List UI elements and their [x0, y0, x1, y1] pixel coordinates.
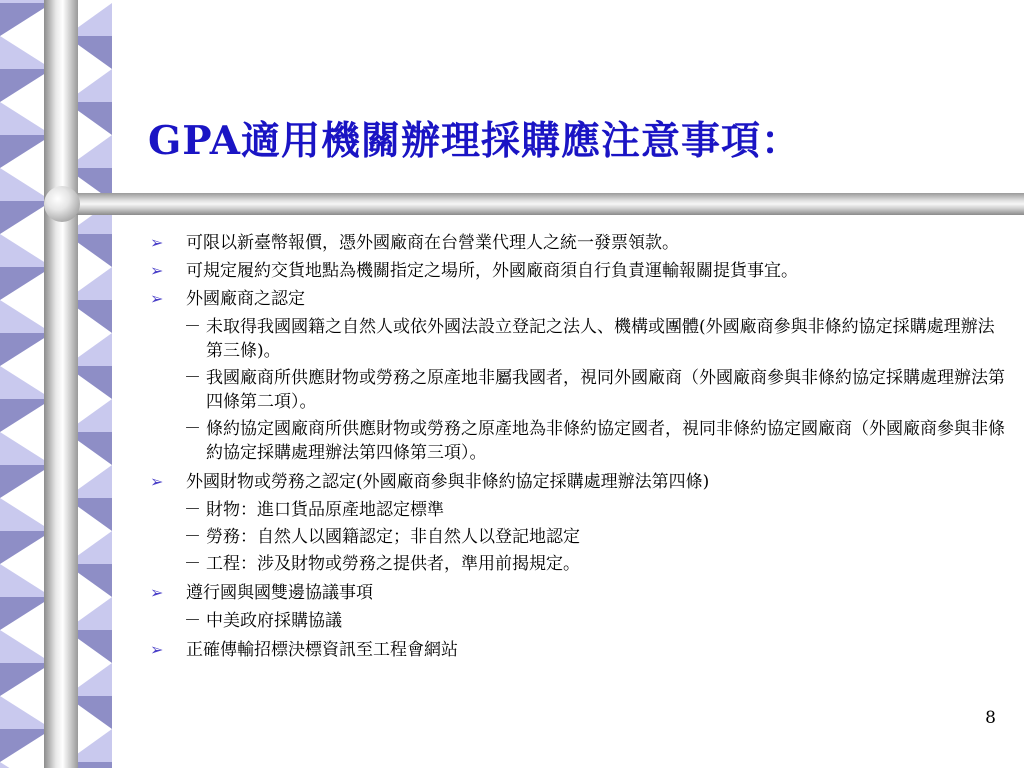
- sub-bullet-text: 工程：涉及財物或勞務之提供者，準用前揭規定。: [206, 554, 580, 574]
- left-decorative-band: [0, 0, 112, 768]
- bullet-item: [150, 257, 1010, 285]
- slide-title: GPA適用機關辦理採購應注意事項：: [148, 118, 802, 164]
- title-divider-bar: [60, 193, 1024, 215]
- page-number: 8: [985, 708, 996, 728]
- dash-marker: －: [184, 317, 201, 337]
- sub-bullet-text: 勞務：自然人以國籍認定；非自然人以登記地認定: [206, 527, 580, 547]
- sub-bullet-item: [150, 609, 1010, 633]
- dash-marker: －: [184, 500, 201, 520]
- bullet-text: 外國財物或勞務之認定(外國廠商參與非條約協定採購處理辦法第四條): [186, 472, 710, 492]
- sub-bullet-item: [150, 525, 1010, 549]
- dash-marker: －: [184, 527, 201, 547]
- bullet-item: [150, 229, 1010, 257]
- sub-bullet-item: [150, 552, 1010, 576]
- bullet-text: 可規定履約交貨地點為機關指定之場所，外國廠商須自行負責運輸報關提貨事宜。: [186, 261, 798, 281]
- bullet-text: 遵行國與國雙邊協議事項: [186, 583, 373, 603]
- sub-bullet-text: 條約協定國廠商所供應財物或勞務之原產地為非條約協定國者，視同非條約協定國廠商（外國廠商參與非條約協定採購處理辦法第四條第三項）。: [206, 419, 1005, 463]
- bullet-text: 外國廠商之認定: [186, 289, 305, 309]
- bullet-text: 正確傳輸招標決標資訊至工程會網站: [186, 640, 458, 660]
- bullet-item: [150, 285, 1010, 313]
- sub-bullet-text: 財物：進口貨品原產地認定標準: [206, 500, 444, 520]
- dash-marker: －: [184, 611, 201, 631]
- sub-bullet-text: 我國廠商所供應財物或勞務之原產地非屬我國者，視同外國廠商（外國廠商參與非條約協定採購處理辦法第四條第二項）。: [206, 368, 1005, 412]
- sub-bullet-item: [150, 498, 1010, 522]
- bullet-item: [150, 636, 1010, 664]
- dash-marker: －: [184, 368, 201, 388]
- bullet-item: [150, 468, 1010, 496]
- arrowhead-bullet-icon: ➢: [150, 640, 164, 659]
- arrowhead-bullet-icon: ➢: [150, 233, 164, 252]
- sub-bullet-item: [150, 315, 1010, 363]
- sub-bullet-item: [150, 417, 1010, 465]
- sub-bullet-text: 未取得我國國籍之自然人或依外國法設立登記之法人、機構或團體(外國廠商參與非條約協定採購處理辦法第三條)。: [206, 317, 995, 361]
- sub-bullet-text: 中美政府採購協議: [206, 611, 342, 631]
- arrowhead-bullet-icon: ➢: [150, 261, 164, 280]
- arrowhead-bullet-icon: ➢: [150, 289, 164, 308]
- bullet-item: [150, 579, 1010, 607]
- sub-bullet-item: [150, 366, 1010, 414]
- arrowhead-bullet-icon: ➢: [150, 472, 164, 491]
- bullet-list: [150, 229, 1010, 664]
- dash-marker: －: [184, 554, 201, 574]
- arrowhead-bullet-icon: ➢: [150, 583, 164, 602]
- divider-ball-ornament: [44, 186, 80, 222]
- bullet-text: 可限以新臺幣報價，憑外國廠商在台營業代理人之統一發票領款。: [186, 233, 679, 253]
- dash-marker: －: [184, 419, 201, 439]
